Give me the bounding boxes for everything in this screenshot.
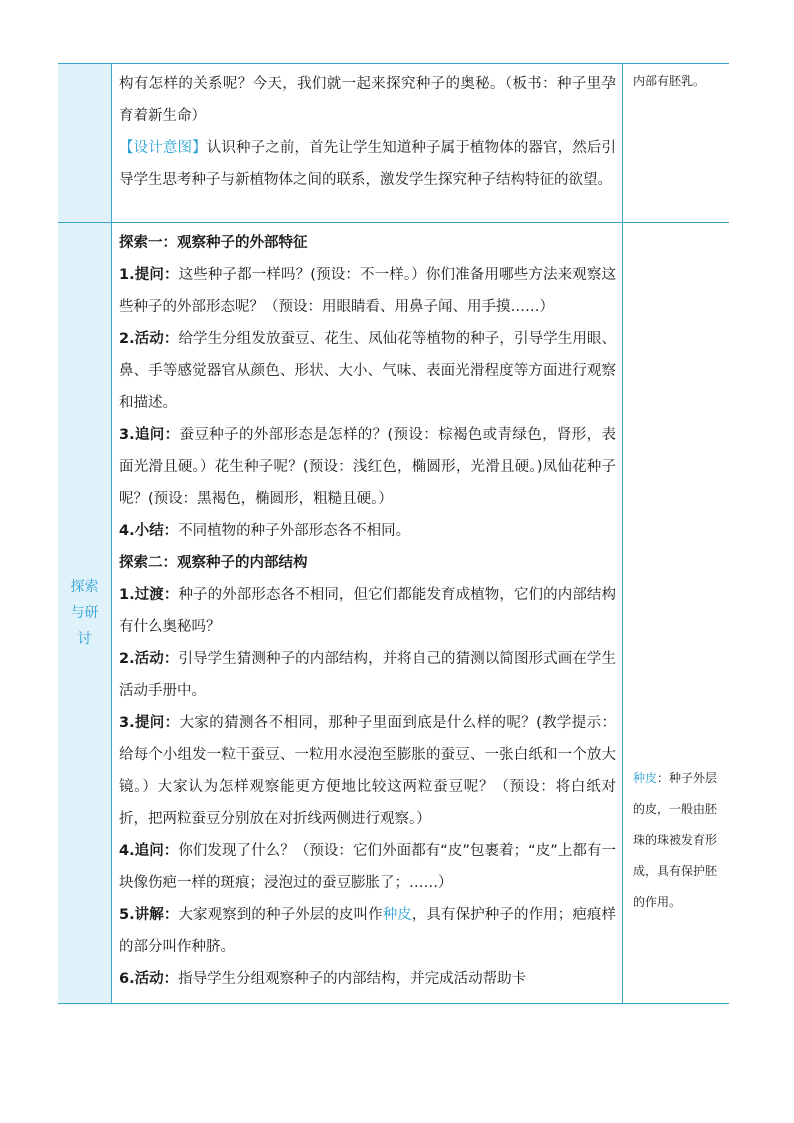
step-label: 4.追问：: [119, 843, 179, 859]
step-paragraph: [119, 899, 616, 963]
section-label-line: 与研: [70, 605, 99, 621]
section-label-cell: [58, 223, 112, 1003]
step-paragraph: [119, 579, 616, 643]
section-label: [69, 574, 101, 652]
step-paragraph: [119, 835, 616, 899]
step-label: 1.提问：: [119, 267, 179, 283]
step-label: 3.提问：: [119, 715, 180, 731]
margin-note: 内部有胚乳。: [633, 74, 706, 88]
glossary-term: 种皮: [633, 771, 658, 785]
design-intent-paragraph: [119, 132, 616, 196]
step-label: 6.活动：: [119, 971, 179, 987]
step-label: 2.活动：: [119, 331, 179, 347]
content-cell: [112, 223, 623, 1003]
note-cell: [623, 223, 729, 1003]
section-label-line: 讨: [77, 631, 92, 647]
step-label: 1.过渡：: [119, 587, 179, 603]
glossary-definition: ：种子外层的皮，一般由胚珠的珠被发育形成，具有保护胚的作用。: [633, 771, 718, 909]
step-paragraph: [119, 515, 616, 547]
section-label-cell: [58, 64, 112, 222]
key-term: 种皮: [382, 907, 412, 923]
design-intent-text: 认识种子之前，首先让学生知道种子属于植物体的器官，然后引导学生思考种子与新植物体之间的联系，激发学生探究种子结构特征的欲望。: [119, 140, 617, 188]
content-cell: [112, 64, 623, 222]
step-text: 这些种子都一样吗？(预设：不一样。）你们准备用哪些方法来观察这些种子的外部形态呢？（预设：用眼睛看、用鼻子闻、用手摸……）: [119, 267, 616, 315]
step-text: 大家观察到的种子外层的皮叫作: [178, 907, 383, 923]
table-row: [58, 223, 729, 1004]
step-paragraph: [119, 707, 616, 835]
step-text: 指导学生分组观察种子的内部结构，并完成活动帮助卡: [178, 971, 527, 987]
explore-two-title: 探索二：观察种子的内部结构: [119, 555, 308, 571]
step-paragraph: [119, 419, 616, 515]
step-label: 4.小结：: [119, 523, 179, 539]
lesson-plan-table: [58, 63, 729, 1004]
note-cell: [623, 64, 729, 222]
intro-paragraph: 构有怎样的关系呢？今天，我们就一起来探究种子的奥秘。（板书：种子里孕育着新生命）: [119, 76, 616, 124]
design-intent-tag: 【设计意图】: [119, 140, 207, 156]
explore-one-title: 探索一：观察种子的外部特征: [119, 235, 308, 251]
step-label: 2.活动：: [119, 651, 179, 667]
step-label: 3.追问：: [119, 427, 180, 443]
step-text: 引导学生猜测种子的内部结构，并将自己的猜测以简图形式画在学生活动手册中。: [119, 651, 616, 699]
step-label: 5.讲解：: [119, 907, 179, 923]
step-text: 蚕豆种子的外部形态是怎样的？(预设：棕褐色或青绿色，肾形，表面光滑且硬。）花生种子呢？(预设：浅红色，椭圆形，光滑且硬。)凤仙花种子呢？(预设：黑褐色，椭圆形，粗糙且硬。）: [119, 427, 616, 507]
glossary-note: [633, 763, 725, 918]
table-row: [58, 64, 729, 223]
step-paragraph: [119, 323, 616, 419]
step-text: ，具有保护种子的作用；疤痕样的部分叫作种脐。: [119, 907, 617, 955]
step-text: 大家的猜测各不相同，那种子里面到底是什么样的呢？(教学提示：给每个小组发一粒干蚕豆、一粒用水浸泡至膨胀的蚕豆、一张白纸和一个放大镜。）大家认为怎样观察能更方便地比较这两粒蚕豆呢？（预设：将白纸对折，把两粒蚕豆分别放在对折线两侧进行观察。）: [119, 715, 616, 827]
step-text: 不同植物的种子外部形态各不相同。: [178, 523, 411, 539]
step-text: 种子的外部形态各不相同，但它们都能发育成植物，它们的内部结构有什么奥秘吗？: [119, 587, 616, 635]
step-paragraph: [119, 259, 616, 323]
section-label-line: 探索: [70, 579, 99, 595]
step-paragraph: [119, 643, 616, 707]
step-text: 你们发现了什么？（预设：它们外面都有“皮”包裹着；“皮”上都有一块像伤疤一样的斑痕；浸泡过的蚕豆膨胀了；……）: [119, 843, 617, 891]
step-paragraph: [119, 963, 616, 995]
step-text: 给学生分组发放蚕豆、花生、凤仙花等植物的种子，引导学生用眼、鼻、手等感觉器官从颜色、形状、大小、气味、表面光滑程度等方面进行观察和描述。: [119, 331, 616, 411]
